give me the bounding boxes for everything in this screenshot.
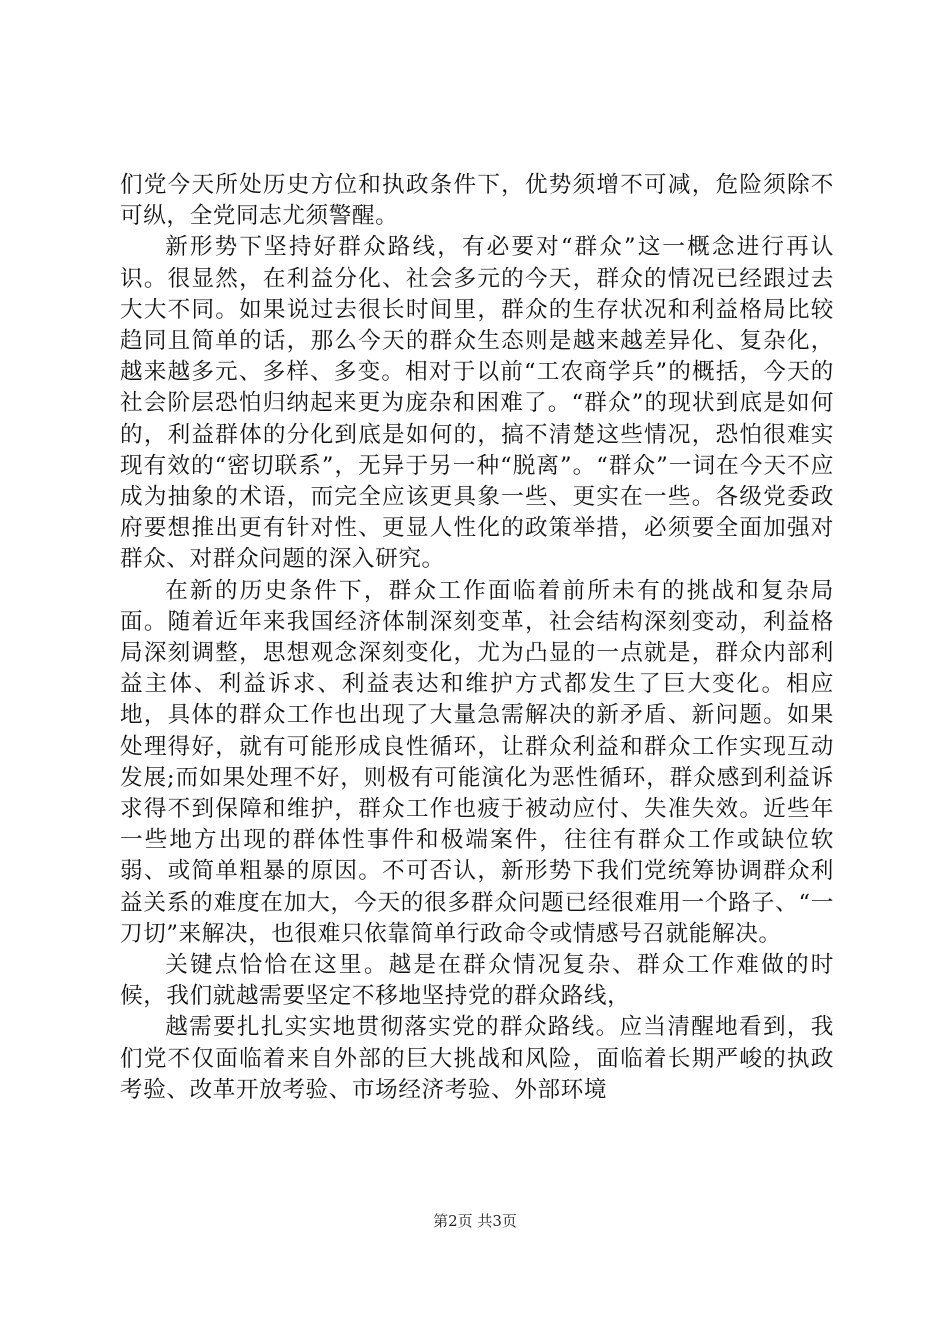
paragraph-5: 越需要扎扎实实地贯彻落实党的群众路线。应当清醒地看到，我们党不仅面临着来自外部的巨大挑战和风险，面临着长期严峻的执政考验、改革开放考验、市场经济考验、外部环境 bbox=[120, 1014, 834, 1103]
paragraph-2: 新形势下坚持好群众路线，有必要对“群众”这一概念进行再认识。很显然，在利益分化、社会多元的今天，群众的情况已经跟过去大大不同。如果说过去很长时间里，群众的生存状况和利益格局比较趋同且简单的话，那么今天的群众生态则是越来越差异化、复杂化，越来越多元、多样、多变。相对于以前“工农商学兵”的概括，今天的社会阶层恐怕归纳起来更为庞杂和困难了。“群众”的现状到底是如何的，利益群体的分化到底是如何的，搞不清楚这些情况，恐怕很难实现有效的“密切联系”，无异于另一种“脱离”。“群众”一词在今天不应成为抽象的术语，而完全应该更具象一些、更实在一些。各级党委政府要想推出更有针对性、更显人性化的政策举措，必须要全面加强对群众、对群众问题的深入研究。 bbox=[120, 234, 834, 573]
paragraph-4: 关键点恰恰在这里。越是在群众情况复杂、群众工作难做的时候，我们就越需要坚定不移地坚持党的群众路线， bbox=[120, 952, 834, 1010]
paragraph-1: 们党今天所处历史方位和执政条件下，优势须增不可减，危险须除不可纵，全党同志尤须警醒。 bbox=[120, 172, 834, 230]
page-number-footer: 第2页 共3页 bbox=[433, 1212, 517, 1230]
paragraph-3: 在新的历史条件下，群众工作面临着前所未有的挑战和复杂局面。随着近年来我国经济体制深刻变革，社会结构深刻变动，利益格局深刻调整，思想观念深刻变化，尤为凸显的一点就是，群众内部利益主体、利益诉求、利益表达和维护方式都发生了巨大变化。相应地，具体的群众工作也出现了大量急需解决的新矛盾、新问题。如果处理得好，就有可能形成良性循环，让群众利益和群众工作实现互动发展;而如果处理不好，则极有可能演化为恶性循环，群众感到利益诉求得不到保障和维护，群众工作也疲于被动应付、失准失效。近些年一些地方出现的群体性事件和极端案件，往往有群众工作或缺位软弱、或简单粗暴的原因。不可否认，新形势下我们党统筹协调群众利益关系的难度在加大，今天的很多群众问题已经很难用一个路子、“一刀切”来解决，也很难只依靠简单行政命令或情感号召就能解决。 bbox=[120, 577, 834, 947]
document-body bbox=[120, 170, 834, 1106]
